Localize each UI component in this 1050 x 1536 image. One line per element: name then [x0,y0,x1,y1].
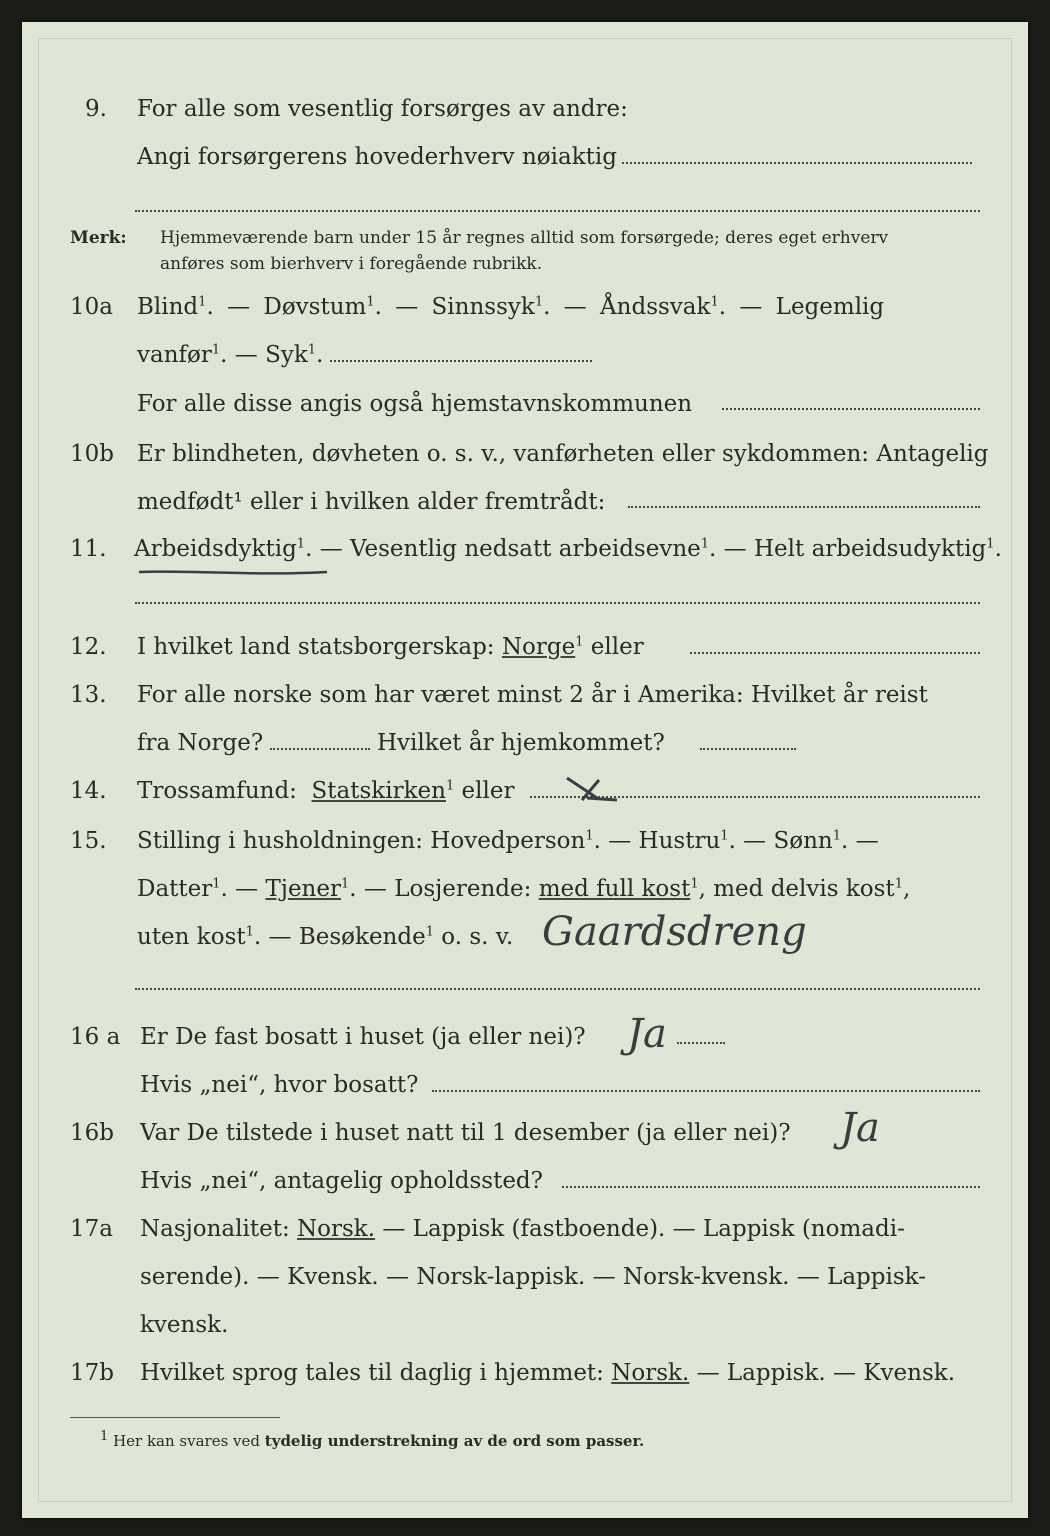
q15-hovedperson: Stilling i husholdningen: Hovedperson [137,828,586,854]
q10a-kommune-line[interactable] [722,408,980,410]
q9-answer-line-2[interactable] [135,210,980,212]
merk-line2: anføres som bierhverv i foregående rubrikk. [160,254,543,274]
q17a-number: 17a [70,1216,113,1242]
q10b-line2: medfødt¹ eller i hvilken alder fremtrådt: [137,489,606,515]
q17a-label: Nasjonalitet: [140,1216,290,1242]
opt-med-delvis-kost: med delvis kost [713,876,895,902]
opt-dovstum: Døvstum [263,294,367,320]
footnote-text2: tydelig understrekning av de ord som passer. [264,1432,645,1450]
q17b-label: Hvilket sprog tales til daglig i hjemmet: [140,1360,604,1386]
q9-answer-line[interactable] [622,162,972,164]
dash: — [227,294,251,320]
merk-line1: Hjemmeværende barn under 15 år regnes alltid som forsørgede; deres eget erhverv [160,228,889,248]
q12-answer-line[interactable] [690,652,980,654]
q13-line2b: Hvilket år hjemkommet? [377,730,665,756]
q16a-answer-line[interactable] [677,1042,725,1044]
opt-udyktig: Helt arbeidsudyktig [753,536,987,562]
opt-hustru: Hustru [638,828,721,854]
sup: 1 [534,294,544,310]
opt-syk: Syk [265,342,308,368]
q17a-line2: serende). — Kvensk. — Norsk-lappisk. — Norsk-kvensk. — Lappisk- [140,1264,926,1290]
opt-legemlig: Legemlig [775,294,885,320]
q13-reist-line[interactable] [270,748,370,750]
q15-answer-line[interactable] [135,988,980,990]
q16b-handwritten-answer: Ja [840,1105,880,1151]
dash: — [739,294,763,320]
q12-line: I hvilket land statsborgerskap: Norge$^1$ eller [137,634,644,660]
q17b-rest: — Lappisk. — Kvensk. [696,1360,956,1386]
q13-hjem-line[interactable] [700,748,796,750]
q17a-line1 [140,1214,905,1244]
q10a-line1: Blind$^1$. — Døvstum$^1$. — Sinnssyk$^1$. — Åndssvak$^1$. — Legemlig [137,294,885,320]
opt-statskirken: Statskirken [311,778,446,804]
q16a-line2: Hvis „nei“, hvor bosatt? [140,1072,419,1098]
q14-text: Trossamfund: [137,778,297,804]
q11-number: 11. [70,536,107,562]
q15-line2: Datter$^1$. — Tjener$^1$. — Losjerende: med full kost$^1$, med delvis kost$^1$, [137,876,911,902]
footnote-text1: Her kan svares ved [113,1432,261,1450]
q11-line: Arbeidsdyktig$^1$. — Vesentlig nedsatt arbeidsevne$^1$. — Helt arbeidsudyktig$^1$. [134,536,1002,562]
q13-number: 13. [70,682,107,708]
q10b-number: 10b [70,441,114,467]
opt-vanfor: vanfør [137,342,212,368]
opt-uten-kost: uten kost [137,924,246,950]
q15-handwritten-answer: Gaardsdreng [542,909,807,955]
q15-line1: Stilling i husholdningen: Hovedperson$^1$. — Hustru$^1$. — Sønn$^1$. — [137,828,879,854]
q15-line3: uten kost$^1$. — Besøkende$^1$ o. s. v. [137,924,514,950]
opt-norsk-nasjonalitet: Norsk. [297,1216,376,1242]
q16a-bosatt-line[interactable] [432,1090,980,1092]
sup: 1 [366,294,375,310]
q16b-opholdssted-line[interactable] [562,1186,980,1188]
opt-sonn: Sønn [773,828,833,854]
q12-text: I hvilket land statsborgerskap: [137,634,495,660]
opt-med-full-kost: med full kost [538,876,691,902]
q9-line2: Angi forsørgerens hovederhverv nøiaktig [137,144,617,170]
q12-number: 12. [70,634,107,660]
q13-line1: For alle norske som har været minst 2 år i Amerika: Hvilket år reist [137,682,928,708]
q14-eller: eller [461,778,515,804]
q17b-line [140,1358,955,1388]
q16a-handwritten-answer: Ja [627,1011,667,1057]
census-form-page [22,22,1028,1518]
q10a-line2: vanfør$^1$. — Syk$^1$. [137,342,324,368]
q15-losjerende: Losjerende: [394,876,532,902]
opt-datter: Datter [137,876,213,902]
q10a-syk-line[interactable] [330,360,592,362]
q15-number: 15. [70,828,107,854]
q14-number: 14. [70,778,107,804]
dash: — [234,342,258,368]
q13-line2a: fra Norge? [137,730,264,756]
opt-nedsatt: Vesentlig nedsatt arbeidsevne [350,536,701,562]
merk-label: Merk: [70,228,127,248]
dash: — [563,294,587,320]
opt-norsk-sprog: Norsk. [611,1360,690,1386]
footnote-rule [70,1417,280,1418]
opt-blind: Blind [137,294,199,320]
q16b-number: 16b [70,1120,114,1146]
sup: 1 [211,342,221,358]
q16b-line2: Hvis „nei“, antagelig opholdssted? [140,1168,543,1194]
footnote [100,1426,644,1456]
q16a-number: 16 a [70,1024,121,1050]
q15-osv: o. s. v. [441,924,514,950]
q17a-line1-rest: — Lappisk (fastboende). — Lappisk (nomadi- [382,1216,905,1242]
opt-tjener: Tjener [265,876,341,902]
q12-eller: eller [590,634,644,660]
q16b-line1: Var De tilstede i huset natt til 1 desember (ja eller nei)? [140,1120,791,1146]
q17a-line3: kvensk. [140,1312,229,1338]
footnote-mark: 1 [100,1429,109,1444]
q14-line: Trossamfund: Statskirken$^1$ eller [137,778,515,804]
opt-besokende: Besøkende [298,924,426,950]
sup: 1 [307,342,317,358]
q10b-line1: Er blindheten, døvheten o. s. v., vanførheten eller sykdommen: Antagelig [137,441,989,467]
q11-answer-line[interactable] [135,602,980,604]
opt-sinnssyk: Sinnssyk [431,294,535,320]
q10a-line3: For alle disse angis også hjemstavnskommunen [137,391,693,417]
q10a-number: 10a [70,294,113,320]
q9-number: 9. [85,96,107,122]
handwritten-check-mark [557,770,627,815]
opt-andssvak: Åndssvak [600,294,711,320]
q10b-answer-line[interactable] [628,506,980,508]
q9-line1: For alle som vesentlig forsørges av andre: [137,96,628,122]
sup: 1 [710,294,719,310]
q17b-number: 17b [70,1360,114,1386]
q16a-line1: Er De fast bosatt i huset (ja eller nei)? [140,1024,586,1050]
opt-arbeidsdyktig: Arbeidsdyktig [134,536,297,562]
dash: — [395,294,419,320]
handwritten-underline-arbeidsdyktig [137,562,337,582]
opt-norge: Norge [501,634,576,660]
sup: 1 [198,294,207,310]
